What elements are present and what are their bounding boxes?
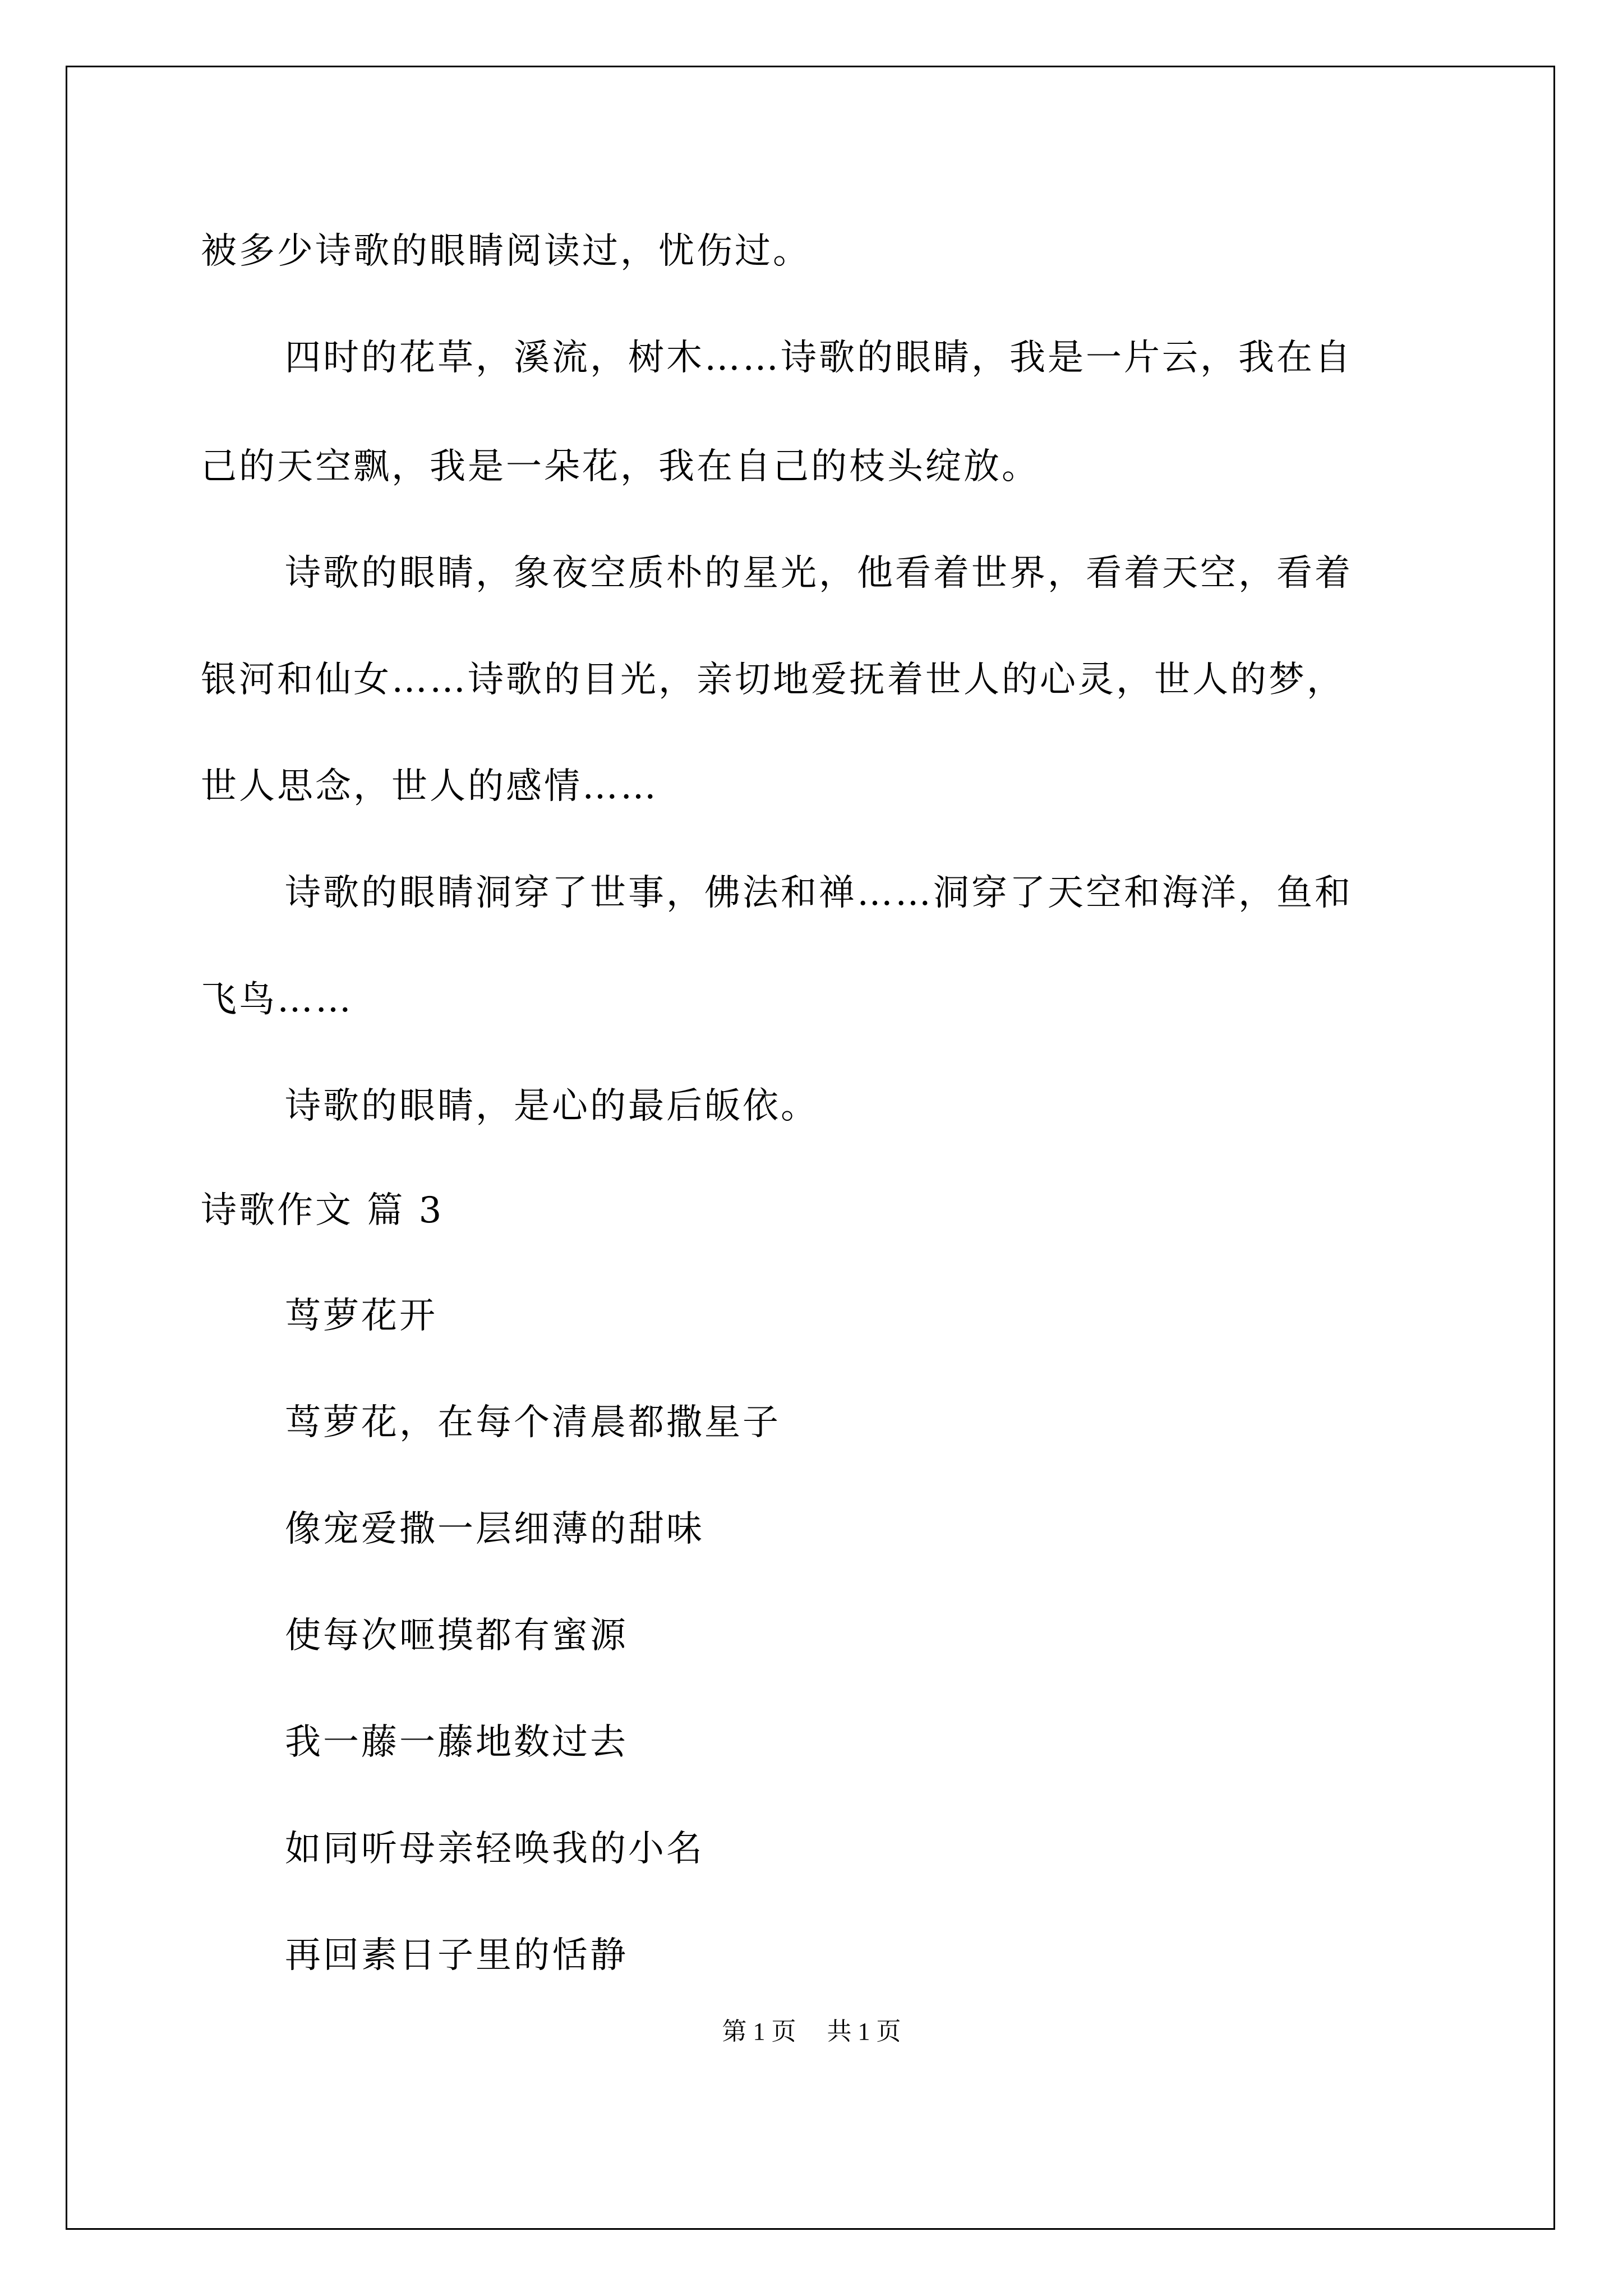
paragraph-line: 己的天空飘，我是一朵花，我在自己的枝头绽放。 <box>201 446 1040 487</box>
paragraph-line: 被多少诗歌的眼睛阅读过，忧伤过。 <box>201 231 811 272</box>
poem-title: 茑萝花开 <box>285 1295 437 1337</box>
page-number-current: 第 1 页 <box>722 2018 796 2045</box>
page-number-total: 共 1 页 <box>827 2018 901 2045</box>
paragraph-line: 诗歌的眼睛，是心的最后皈依。 <box>285 1085 819 1127</box>
page-border <box>66 66 1555 2230</box>
poem-line: 茑萝花，在每个清晨都撒星子 <box>285 1402 781 1443</box>
section-heading: 诗歌作文 篇 3 <box>201 1190 444 1231</box>
paragraph-line: 诗歌的眼睛洞穿了世事，佛法和禅……洞穿了天空和海洋，鱼和 <box>285 872 1353 914</box>
paragraph-line: 世人思念，世人的感情…… <box>201 766 658 807</box>
poem-line: 如同听母亲轻唤我的小名 <box>285 1828 704 1870</box>
poem-line: 再回素日子里的恬静 <box>285 1935 628 1976</box>
poem-line: 使每次咂摸都有蜜源 <box>285 1615 628 1657</box>
paragraph-line: 银河和仙女……诗歌的目光，亲切地爱抚着世人的心灵，世人的梦， <box>201 659 1345 701</box>
paragraph-line: 四时的花草，溪流，树木……诗歌的眼睛，我是一片云，我在自 <box>285 337 1353 379</box>
paragraph-line: 诗歌的眼睛，象夜空质朴的星光，他看着世界，看着天空，看着 <box>285 553 1353 594</box>
page-footer <box>0 2015 1623 2049</box>
poem-line: 我一藤一藤地数过去 <box>285 1722 628 1763</box>
poem-line: 像宠爱撒一层细薄的甜味 <box>285 1508 704 1550</box>
paragraph-line: 飞鸟…… <box>201 979 353 1020</box>
